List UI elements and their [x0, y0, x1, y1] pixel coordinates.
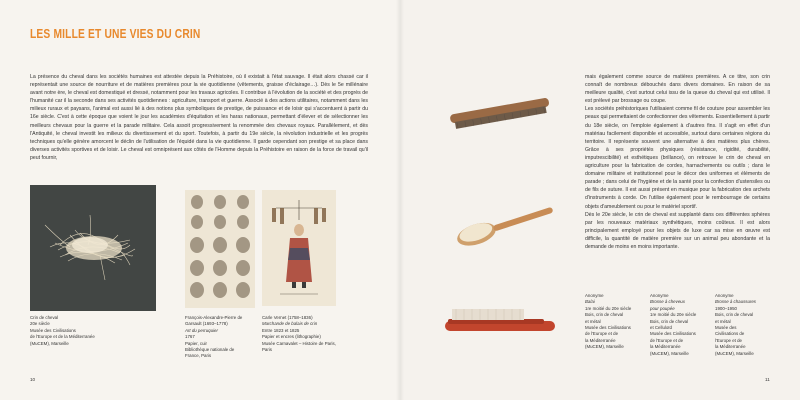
- page-title: LES MILLE ET UNE VIES DU CRIN: [30, 27, 201, 41]
- caption-doll-brush: [650, 293, 708, 357]
- caption-line: Bois, crin de cheval: [650, 318, 689, 324]
- caption-title: pour poupée: [650, 305, 675, 311]
- caption-lithograph: [262, 315, 336, 353]
- caption-title: Art du perruquier: [185, 327, 218, 333]
- caption-line: de l'Europe et de la Méditerranée: [30, 334, 95, 340]
- caption-line: (MuCEM), Marseille: [585, 344, 624, 350]
- caption-line: Anonyme: [715, 293, 734, 298]
- caption-line: Anonyme: [585, 293, 604, 298]
- wig-engraving: [185, 190, 255, 308]
- caption-line: Paris: [262, 347, 273, 353]
- caption-line: (MuCEM), Marseille: [30, 340, 69, 346]
- caption-line: la Méditerranée: [715, 344, 746, 350]
- right-paragraph-3: Dès le 20e siècle, le crin de cheval est supplanté dans ces différentes sphères par les nouveaux matériaux synthétiques, moins coûteux. Il est alors principalement employé pour les objets de luxe car sa mise en œuvre est difficile, la quantité de matière première sur un animal peu abondante et la demande de moins en moins importante.: [585, 211, 770, 250]
- horsehair-photo: [30, 185, 156, 311]
- caption-line: Musée des Civilisations: [585, 325, 631, 331]
- right-page: [400, 0, 800, 400]
- caption-line: et métal: [585, 318, 601, 324]
- caption-line: Musée des Civilisations: [30, 327, 76, 333]
- caption-line: (MuCEM), Marseille: [650, 350, 689, 356]
- book-gutter: [396, 0, 404, 400]
- caption-line: Bois, crin de cheval: [585, 312, 624, 318]
- broom-seller-lithograph: [262, 190, 336, 306]
- caption-line: 1re moitié du 20e siècle: [585, 305, 632, 311]
- caption-line: Musée des: [715, 325, 737, 331]
- doll-hairbrush-photo: [445, 200, 565, 250]
- caption-line: François-Alexandre-Pierre de: [185, 315, 243, 320]
- caption-line: la Méditerranée: [585, 337, 616, 343]
- caption-line: et métal: [715, 318, 731, 324]
- caption-shoe-brush: [715, 293, 773, 357]
- caption-line: de l'Europe et de: [585, 331, 619, 337]
- caption-line: la Méditerranée: [650, 344, 681, 350]
- caption-line: 1re moitié du 20e siècle: [650, 312, 697, 318]
- caption-line: 1767: [185, 334, 195, 340]
- caption-line: l'Europe et de: [715, 337, 742, 343]
- caption-line: Carle Vernet (1758–1836): [262, 315, 313, 320]
- caption-line: Bois, crin de cheval: [715, 312, 754, 318]
- caption-title: Brosse à cheveux: [650, 299, 685, 305]
- caption-line: et Celluloïd: [650, 325, 672, 331]
- caption-wig-engraving: [185, 315, 242, 360]
- caption-line: Garsault (1693–1778): [185, 321, 228, 327]
- caption-title: Brosse à chaussures: [715, 299, 756, 305]
- right-body-text: [585, 73, 770, 251]
- caption-line: (MuCEM), Marseille: [715, 350, 754, 356]
- broom-photo: [440, 88, 560, 138]
- caption-line: de l'Europe et de: [650, 337, 684, 343]
- caption-line: France, Paris: [185, 353, 212, 359]
- caption-horsehair: [30, 315, 95, 347]
- page-number-right: 11: [765, 377, 770, 382]
- caption-line: Musée des Civilisations: [650, 331, 696, 337]
- caption-line: Bibliothèque nationale de: [185, 347, 235, 353]
- caption-title: Balai: [585, 299, 595, 305]
- left-body-text: [30, 73, 368, 162]
- right-paragraph-2: Les sociétés préhistoriques l'utilisaient comme fil de couture pour assembler les peaux qui permettaient de confectionner des vêtements. Essentiellement à partir du 18e siècle, on l'emploie également à d'autres fins. Il s'agit en effet d'un matériau facilement disponible et accessible, surtout dans certaines régions du territoire. Il représente souvent une alternative à des matières plus chères. Grâce à ses propriétés physiques (résistance, rigidité, durabilité, imputrescibilité) et esthétiques (brillance), on retrouve le crin de cheval en agriculture pour la fabrication de cordes, harnachements ou outils ; dans le domaine militaire et institutionnel pour le décor des uniformes et éléments de parade ; dans celui de l'hygiène et de la santé pour la confection d'ustensiles ou de fils de suture. Il est aussi présent en musique pour la fabrication des archets d'instruments à corde. On l'utilise également pour le rembourrage de certains objets d'ameublement ou pour le matériel sportif.: [585, 106, 770, 210]
- caption-line: Crin de cheval: [30, 315, 59, 320]
- caption-line: Entre 1823 et 1825: [262, 327, 300, 333]
- caption-broom: [585, 293, 643, 351]
- caption-line: Civilisations de: [715, 331, 745, 337]
- caption-line: 20e siècle: [30, 321, 50, 327]
- shoe-brush-photo: [440, 297, 565, 347]
- caption-line: Musée Carnavalet – Histoire de Paris,: [262, 340, 336, 346]
- left-paragraph: La présence du cheval dans les sociétés humaines est attestée depuis la Préhistoire, où il existait à l'état sauvage. Il était alors chassé car il représentait une source de nourriture et de matières premières pour la vie quotidienne (vêtements, graisse d'éclairage…). Dès le 5e millénaire avant notre ère, le cheval est domestiqué et dressé, notamment pour les travaux agricoles. Il contribue à l'évolution de la société et des progrès de l'humanité car il la seconde dans ses activités quotidiennes : agriculture, transport et guerre. Associé à des actions utilitaires, notamment dans les milieux ruraux et paysans, l'animal est aussi lié à des notions plus symboliques de prestige, de puissance et de loisir qui s'accentuent à partir du 16e siècle. C'est à cette époque que voient le jour les académies d'équitation et les haras nationaux, permettant d'élever et de sélectionner les meilleurs chevaux pour la guerre et la parade militaire. Cela assoit progressivement la renommée des chevaux royaux. Parallèlement, et dès l'Antiquité, le cheval investit les milieux du divertissement et du sport. Toutefois, à partir du 19e siècle, la révolution industrielle et les progrès techniques qu'elle génère amorcent le déclin de l'utilisation de l'équidé dans la vie quotidienne. Il garde cependant son prestige et sa place dans diverses activités sportives et de loisir. Le cheval est omniprésent aux côtés de l'Homme depuis la Préhistoire en raison de la force de travail qu'il peut fournir,: [30, 74, 368, 161]
- caption-line: Anonyme: [650, 293, 669, 298]
- caption-line: Papier, cuir: [185, 340, 207, 346]
- caption-title: Marchande de balais de crin: [262, 321, 318, 327]
- page-number-left: 10: [30, 377, 36, 382]
- right-paragraph-1: mais également comme source de matières premières. A ce titre, son crin connaît de nombreux débouchés dans divers domaines. En raison de sa meilleure qualité, c'est surtout celui issu de la queue du cheval qui est utilisé. Il est prélevé par brossage ou coupe.: [585, 74, 770, 105]
- caption-line: 1900–1950: [715, 305, 737, 311]
- caption-line: Papier et encres (lithographie): [262, 334, 321, 340]
